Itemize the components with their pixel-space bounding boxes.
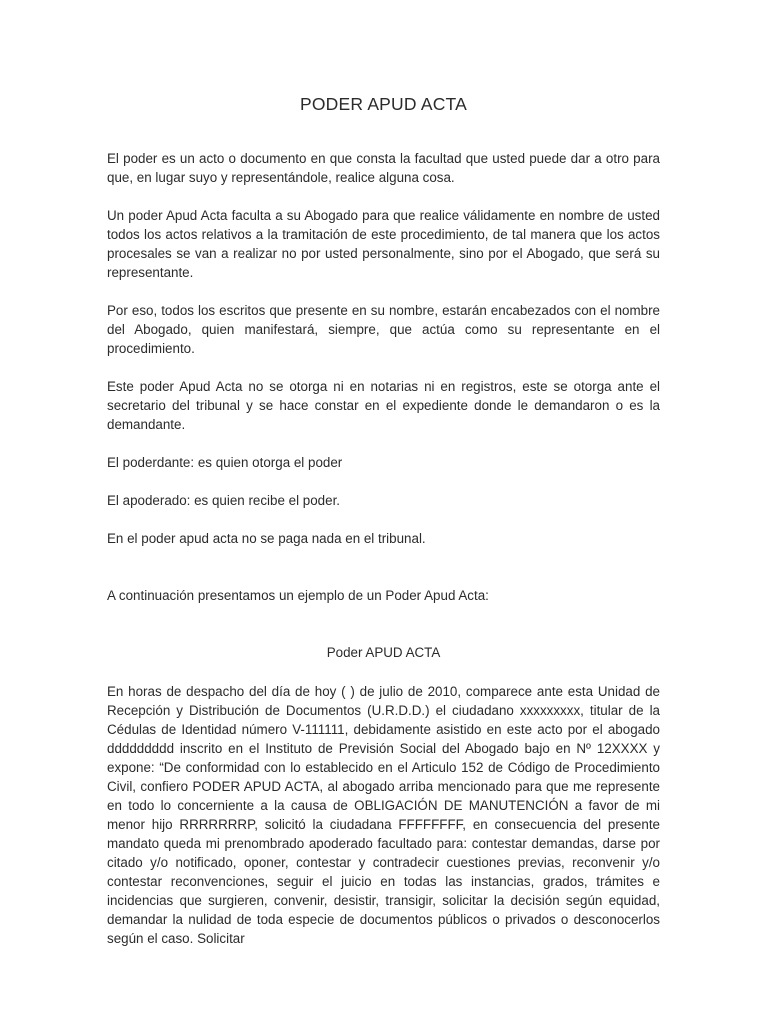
paragraph-example-intro: A continuación presentamos un ejemplo de un Poder Apud Acta:	[107, 588, 489, 603]
example-title: Poder APUD ACTA	[326, 645, 441, 660]
paragraph-where-granted: Este poder Apud Acta no se otorga ni en notarias ni en registros, este se otorga ante el secretario del tribunal y se hace constar en el expediente donde le demandaron o es la demandante.	[107, 379, 660, 432]
paragraph-example-body: En horas de despacho del día de hoy ( ) de julio de 2010, comparece ante esta Unidad de Recepción y Distribución de Documentos (U.R.D.D.) el ciudadano xxxxxxxxx, titular de la Cédulas de Identidad número V-111111, debidamente asistido en este acto por el abogado ddddddddd inscrito en el Instituto de Previsión Social del Abogado bajo en Nº 12XXXX y expone: “De conformidad con lo establecido en el Articulo 152 de Código de Procedimiento Civil, confiero PODER APUD ACTA, al abogado arriba mencionado para que me represente en todo lo concerniente a la causa de OBLIGACIÓN DE MANUTENCIÓN a favor de mi menor hijo RRRRRRRP, solicitó la ciudadana FFFFFFFF, en consecuencia del presente mandato queda mi prenombrado apoderado facultado para: contestar demandas, darse por citado y/o notificado, oponer, contestar y contradecir cuestiones previas, reconvenir y/o contestar reconvenciones, seguir el juicio en todas las instancias, grados, trámites e incidencias que surgieren, convenir, desistir, transigir, solicitar la decisión según equidad, demandar la nulidad de toda especie de documentos públicos o privados o desconocerlos según el caso. Solicitar	[107, 684, 660, 946]
paragraph-apoderado: El apoderado: es quien recibe el poder.	[107, 493, 341, 508]
paragraph-definition: El poder es un acto o documento en que consta la facultad que usted puede dar a otro para que, en lugar suyo y representándole, realice alguna cosa.	[107, 151, 660, 185]
paragraph-writings: Por eso, todos los escritos que presente en su nombre, estarán encabezados con el nombre del Abogado, quien manifestará, siempre, que actúa como su representante en el procedimiento.	[107, 303, 660, 356]
document-title: PODER APUD ACTA	[299, 94, 468, 114]
paragraph-poderdante: El poderdante: es quien otorga el poder	[107, 455, 343, 470]
paragraph-no-fee: En el poder apud acta no se paga nada en el tribunal.	[107, 531, 426, 546]
paragraph-apud-acta-faculty: Un poder Apud Acta faculta a su Abogado para que realice válidamente en nombre de usted todos los actos relativos a la tramitación de este procedimiento, de tal manera que los actos procesales se van a realizar no por usted personalmente, sino por el Abogado, que será su representante.	[107, 208, 660, 280]
